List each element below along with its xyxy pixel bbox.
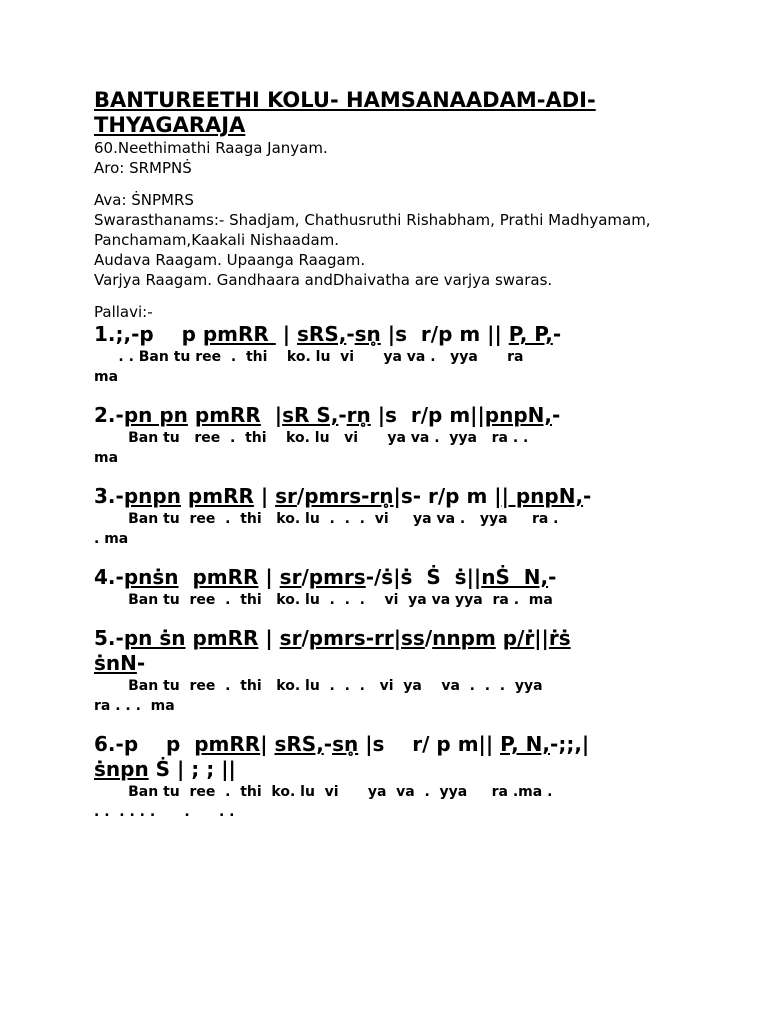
swara-segment: |s- r/p m | bbox=[393, 484, 502, 508]
swara-segment-underlined: pmRR bbox=[192, 626, 259, 650]
swara-segment: -;;,| bbox=[550, 732, 590, 756]
swara-segment-underlined: pnṡn bbox=[123, 565, 179, 589]
swara-segment: - bbox=[346, 322, 355, 346]
swara-segment: || bbox=[534, 626, 549, 650]
swara-segment: / bbox=[301, 565, 309, 589]
swara-segment-underlined: pmrs-rn̥ bbox=[304, 484, 394, 508]
swara-segment bbox=[496, 626, 503, 650]
swara-segment-underlined: sr bbox=[275, 484, 297, 508]
swara-segment-underlined: P, P, bbox=[508, 322, 553, 346]
swara-segment-underlined: pmrs-rr bbox=[308, 626, 394, 650]
swara-segment-underlined: p/ṙ bbox=[502, 626, 535, 650]
swara-segment-underlined: pmRR bbox=[194, 403, 261, 427]
swara-segment-underlined: nnpm bbox=[432, 626, 496, 650]
notation-line-4 bbox=[94, 565, 674, 610]
song-title: BANTUREETHI KOLU- HAMSANAADAM-ADI-THYAGARAJA bbox=[94, 88, 596, 137]
swara-segment: - bbox=[548, 565, 557, 589]
swara-segment: 3.- bbox=[94, 484, 124, 508]
swara-segment: -/ṡ|ṡ Ṡ ṡ|| bbox=[365, 565, 482, 589]
swara-segment-underlined: pmRR bbox=[202, 322, 276, 346]
sahitya-line: Ban tu ree . thi ko. lu . . . vi ya va yya ra . ma bbox=[94, 592, 553, 608]
swara-segment-underlined: P, N, bbox=[500, 732, 551, 756]
swara-line bbox=[94, 322, 674, 347]
swara-segment-underlined: sr bbox=[279, 565, 302, 589]
sahitya-line: Ban tu ree . thi ko. lu . . . vi ya va . yya ra . . ma bbox=[94, 511, 559, 547]
swara-segment: 4.- bbox=[94, 565, 124, 589]
arohana: Aro: SRMPNṠ bbox=[94, 159, 192, 177]
swara-segment-underlined: sr bbox=[279, 626, 302, 650]
swara-segment-underlined: pmRR bbox=[187, 484, 254, 508]
swara-segment-underlined: rn̥ bbox=[346, 403, 371, 427]
raaga-parent-info: 60.Neethimathi Raaga Janyam. bbox=[94, 139, 328, 157]
swara-segment bbox=[179, 565, 193, 589]
swara-line bbox=[94, 403, 674, 428]
swara-line bbox=[94, 732, 674, 782]
swara-segment: |s r/p m|| bbox=[370, 403, 485, 427]
swara-segment: - bbox=[136, 651, 146, 675]
notation-lines bbox=[94, 322, 674, 822]
swara-segment: 1.;,-p p bbox=[94, 322, 203, 346]
swara-segment-underlined: sn̥ bbox=[354, 322, 381, 346]
sahitya-line: . . Ban tu ree . thi ko. lu vi ya va . yya ra ma bbox=[94, 349, 524, 385]
swara-segment: / bbox=[424, 626, 433, 650]
swara-segment-underlined: pnpN, bbox=[484, 403, 552, 427]
swara-segment-underlined: sn̥ bbox=[332, 732, 359, 756]
swara-segment: - bbox=[323, 732, 333, 756]
notation-document bbox=[94, 88, 674, 838]
swara-segment-underlined: sR S, bbox=[282, 403, 339, 427]
swara-segment: | bbox=[260, 403, 283, 427]
varjya-note: Varjya Raagam. Gandhaara andDhaivatha are varjya swaras. bbox=[94, 271, 553, 289]
swara-segment: 2.- bbox=[94, 403, 124, 427]
notation-line-1 bbox=[94, 322, 674, 387]
swarasthanams: Swarasthanams:- Shadjam, Chathusruthi Rishabham, Prathi Madhyamam, Panchamam,Kaakali Nishaadam. bbox=[94, 211, 656, 249]
swara-segment: - bbox=[552, 403, 561, 427]
swara-segment bbox=[188, 403, 195, 427]
swara-segment-underlined: pnpn bbox=[123, 484, 181, 508]
swara-segment-underlined: pmrs bbox=[308, 565, 366, 589]
avarohana: Ava: ṠNPMRS bbox=[94, 191, 194, 209]
notation-line-5 bbox=[94, 626, 674, 716]
notation-line-3 bbox=[94, 484, 674, 549]
swara-segment: - bbox=[552, 322, 562, 346]
swara-segment-underlined: pmRR bbox=[194, 732, 261, 756]
swara-segment: - bbox=[338, 403, 347, 427]
notation-line-2 bbox=[94, 403, 674, 468]
swara-segment-underlined: | pnpN, bbox=[501, 484, 584, 508]
swara-segment: |s r/ p m|| bbox=[358, 732, 501, 756]
swara-segment bbox=[181, 484, 188, 508]
sahitya-line: Ban tu ree . thi ko. lu . . . vi ya va . . . yya ra . . . ma bbox=[94, 678, 543, 714]
swara-segment-underlined: sRS, bbox=[297, 322, 347, 346]
swara-segment: | bbox=[258, 626, 280, 650]
swara-segment: | bbox=[258, 565, 280, 589]
swara-line bbox=[94, 626, 674, 676]
sahitya-line: Ban tu ree . thi ko. lu vi ya va . yya ra . . ma bbox=[94, 430, 529, 466]
swara-segment-underlined: pn pn bbox=[123, 403, 188, 427]
notation-line-6 bbox=[94, 732, 674, 822]
swara-line bbox=[94, 484, 674, 509]
swara-segment-underlined: pmRR bbox=[192, 565, 259, 589]
swara-segment: | bbox=[260, 732, 275, 756]
swara-segment: | bbox=[275, 322, 298, 346]
swara-segment: 6.-p p bbox=[94, 732, 195, 756]
swara-segment: Ṡ | ; ; || bbox=[148, 757, 236, 781]
swara-segment: - bbox=[583, 484, 592, 508]
swara-segment: | bbox=[393, 626, 402, 650]
swara-line bbox=[94, 565, 674, 590]
swara-segment-underlined: sRS, bbox=[274, 732, 324, 756]
swara-segment: / bbox=[296, 484, 305, 508]
swara-segment-underlined: pn ṡn bbox=[123, 626, 186, 650]
swara-segment: | bbox=[253, 484, 276, 508]
raaga-classification: Audava Raagam. Upaanga Raagam. bbox=[94, 251, 366, 269]
sahitya-line: Ban tu ree . thi ko. lu vi ya va . yya ra .ma . . . . . . . . . . bbox=[94, 784, 553, 820]
swara-segment: |s r/p m || bbox=[380, 322, 509, 346]
swara-segment-underlined: ṙṡ ṡnN bbox=[94, 626, 571, 675]
pallavi-label: Pallavi:- bbox=[94, 303, 153, 321]
swara-segment: 5.- bbox=[94, 626, 124, 650]
swara-segment: / bbox=[301, 626, 309, 650]
swara-segment-underlined: ṡnpn bbox=[94, 757, 149, 781]
swara-segment-underlined: ss bbox=[401, 626, 425, 650]
swara-segment-underlined: nṠ N, bbox=[481, 565, 549, 589]
